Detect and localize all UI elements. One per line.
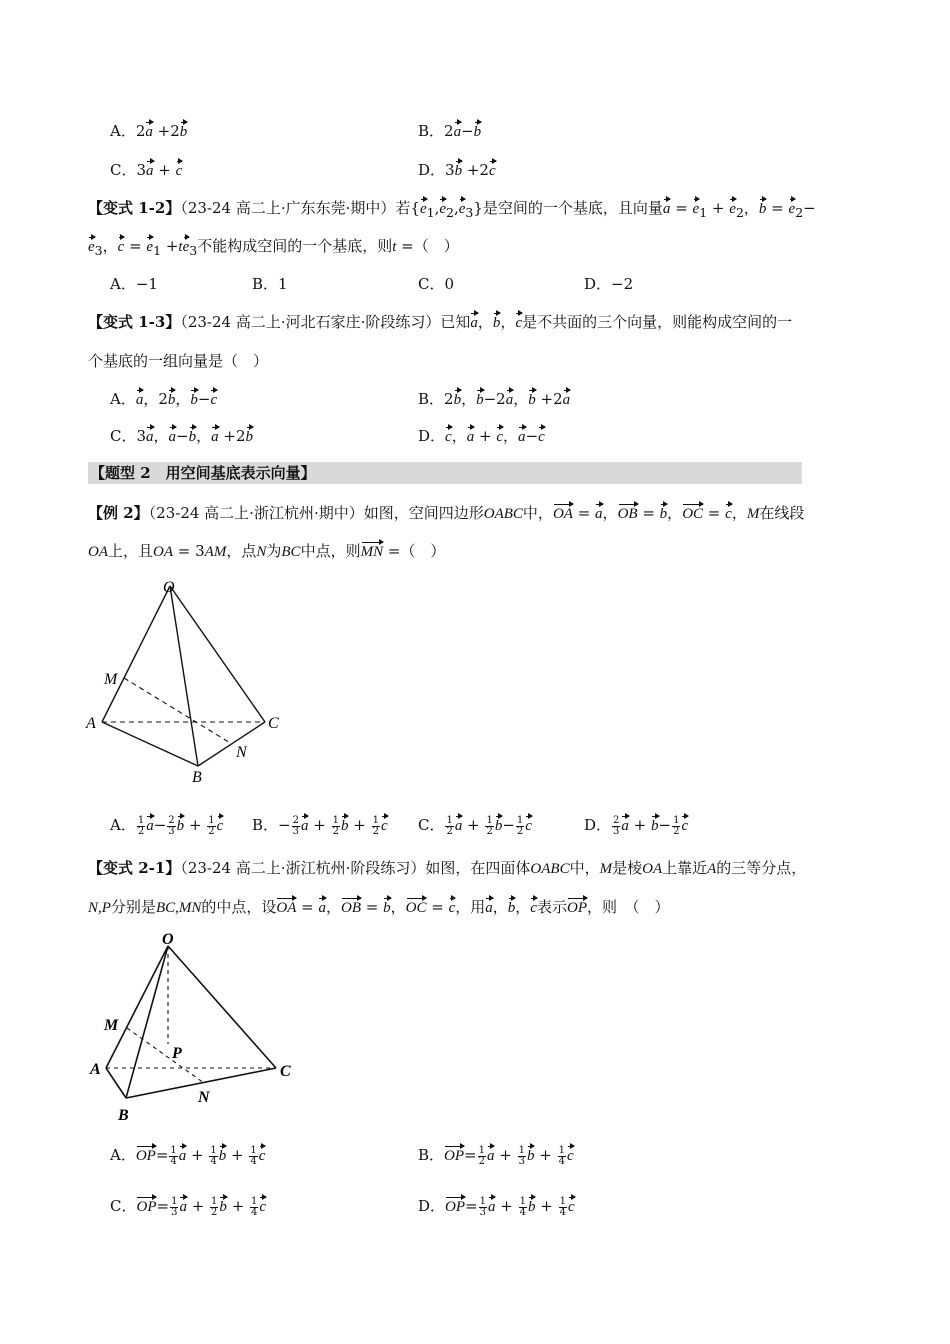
option-b: B．2a−b (418, 120, 481, 143)
label-n: N (198, 1089, 210, 1106)
option-d: D．c，a + c，a−c (418, 425, 545, 448)
label-p: P (172, 1045, 182, 1062)
question-2-1: 【变式 2-1】（23-24 高二上·浙江杭州·阶段练习）如图，在四面体OABC中，M是棱OA上靠近A的三等分点， (88, 859, 807, 877)
option-b: B．− $\frac{2}{3}$ a + $\frac{1}{2}$ b + $\frac{1}{2}$ c (252, 814, 388, 837)
option-a: A．−1 (110, 275, 158, 293)
label-c: C (268, 715, 279, 732)
label-m: M (104, 671, 118, 688)
label-a: A (90, 1061, 101, 1078)
option-a: A．a，2b，b−c (110, 388, 217, 411)
label-o: O (163, 579, 175, 596)
question-2-1-cont: N,P分别是BC,MN的中点，设OA = a，OB = b，OC = c，用a，b，c表示OP，则 （ ） (88, 896, 670, 919)
question-1-3: 【变式 1-3】（23-24 高二上·河北石家庄·阶段练习）已知a，b，c是不共面的三个向量，则能构成空间的一 (88, 311, 792, 334)
option-c: C．0 (418, 275, 455, 293)
option-b: B．2b，b−2a，b +2a (418, 388, 570, 411)
option-c: C． $\frac{1}{2}$ a + $\frac{1}{2}$ b− $\frac{1}{2}$ c (418, 814, 532, 837)
option-b: B．OP= $\frac{1}{2}$ a + $\frac{1}{3}$ b + $\frac{1}{4}$ c (418, 1144, 574, 1167)
edge-oc (168, 946, 276, 1068)
label-b: B (118, 1107, 129, 1124)
question-1-2-cont: $e_3$，$c = e_1 +te_3$不能构成空间的一个基底，则t =（ ） (88, 237, 459, 258)
question-1-2: 【变式 1-2】（23-24 高二上·广东东莞·期中）若$\{e_1,e_2,e_3\}$是空间的一个基底，且向量$a = e_1 + e_2$，$b = e_2-$ (88, 199, 816, 220)
label-c: C (280, 1063, 291, 1080)
edge-ab (102, 722, 198, 766)
edge-ob (170, 586, 198, 766)
question-source: （23-24 高二上·浙江杭州·阶段练习） (180, 859, 426, 877)
option-c: C．3a，a−b，a +2b (110, 425, 253, 448)
question-tag: 【变式 1-3】 (88, 313, 181, 331)
option-d: D．−2 (584, 275, 634, 293)
tetrahedron-figure-1 (80, 572, 310, 788)
question-tag: 【例 2】 (88, 504, 149, 522)
edge-ob (126, 946, 168, 1098)
question-source: （23-24 高二上·浙江杭州·期中） (148, 504, 364, 522)
question-tag: 【变式 2-1】 (88, 859, 181, 877)
edge-ab (106, 1068, 126, 1098)
question-1-3-cont: 个基底的一组向量是（ ） (88, 352, 269, 370)
question-source: （23-24 高二上·广东东莞·期中） (180, 199, 396, 217)
option-d: D． $\frac{2}{3}$ a + b− $\frac{1}{2}$ c (584, 814, 689, 837)
option-d: D．OP= $\frac{1}{3}$ a + $\frac{1}{4}$ b + $\frac{1}{4}$ c (418, 1195, 575, 1218)
section-heading: 【题型 2 用空间基底表示向量】 (88, 462, 802, 484)
label-a: A (86, 715, 96, 732)
label-b: B (192, 769, 202, 786)
edge-oa (102, 586, 170, 722)
label-n: N (236, 744, 247, 761)
option-a: A． $\frac{1}{2}$ a− $\frac{2}{3}$ b + $\frac{1}{2}$ c (110, 814, 224, 837)
example-2-cont: OA上，且OA = 3AM，点N为BC中点，则MN =（ ） (88, 540, 445, 563)
option-b: B．1 (252, 275, 288, 293)
label-m: M (104, 1017, 119, 1034)
option-a: A．2a +2b (110, 120, 187, 143)
option-c: C．3a + c (110, 159, 182, 182)
segment-mn-dashed (124, 678, 232, 744)
option-a: A．OP= $\frac{1}{4}$ a + $\frac{1}{4}$ b + $\frac{1}{4}$ c (110, 1144, 266, 1167)
tetrahedron-figure-2 (82, 926, 312, 1128)
question-source: （23-24 高二上·河北石家庄·阶段练习） (180, 313, 441, 331)
edge-oa (106, 946, 168, 1068)
option-d: D．3b +2c (418, 159, 496, 182)
example-2: 【例 2】（23-24 高二上·浙江杭州·期中）如图，空间四边形OABC中，OA = a，OB = b，OC = c，M在线段 (88, 502, 804, 525)
option-c: C．OP= $\frac{1}{3}$ a + $\frac{1}{2}$ b + $\frac{1}{4}$ c (110, 1195, 267, 1218)
label-o: O (162, 931, 174, 948)
edge-oc (170, 586, 265, 722)
question-tag: 【变式 1-2】 (88, 199, 181, 217)
